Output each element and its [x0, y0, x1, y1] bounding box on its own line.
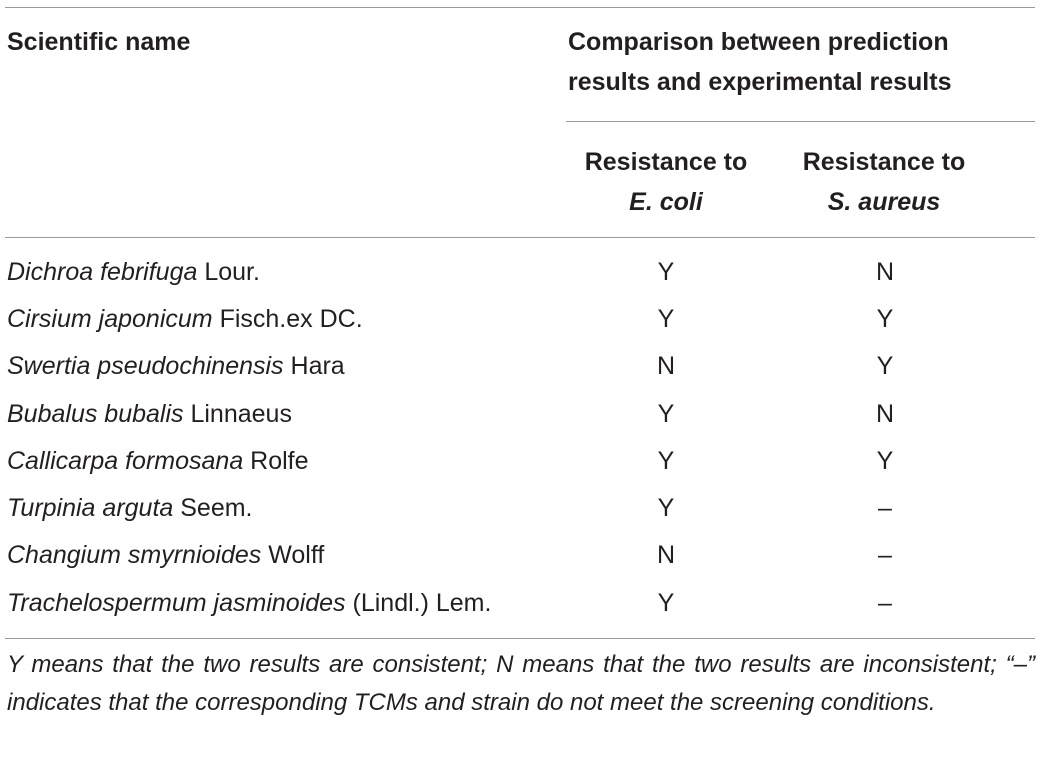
table-row	[0, 580, 1040, 627]
saureus-result-cell: –	[878, 541, 892, 569]
scientific-name-cell	[7, 391, 292, 438]
comparison-header-line2: results and experimental results	[568, 68, 952, 96]
table-top-rule	[5, 7, 1035, 8]
species-name: Dichroa febrifuga	[7, 258, 198, 286]
table-bottom-rule	[5, 638, 1035, 639]
scientific-name-cell	[7, 343, 345, 390]
table-row	[0, 532, 1040, 579]
column-group-rule	[566, 121, 1035, 122]
species-authority: Hara	[290, 352, 345, 380]
species-authority: Lour.	[204, 258, 260, 286]
scientific-name-cell	[7, 532, 324, 579]
species-name: Swertia pseudochinensis	[7, 352, 284, 380]
ecoli-result-cell: Y	[657, 589, 675, 617]
ecoli-result-cell: Y	[657, 494, 675, 522]
species-authority: Linnaeus	[190, 400, 292, 428]
column-group-header-comparison	[568, 22, 1038, 102]
column-header-scientific-name: Scientific name	[7, 28, 191, 56]
saureus-result-cell: Y	[876, 352, 894, 380]
scientific-name-cell	[7, 580, 491, 627]
species-name: Callicarpa formosana	[7, 447, 244, 475]
saureus-header-organism: S. aureus	[827, 188, 941, 216]
table-row	[0, 438, 1040, 485]
ecoli-header-line1: Resistance to	[584, 148, 748, 176]
species-name: Changium smyrnioides	[7, 541, 262, 569]
saureus-result-cell: Y	[876, 305, 894, 333]
scientific-name-cell	[7, 249, 260, 296]
table-row	[0, 485, 1040, 532]
species-authority: Rolfe	[250, 447, 309, 475]
species-authority: (Lindl.) Lem.	[352, 589, 492, 617]
ecoli-result-cell: Y	[657, 447, 675, 475]
saureus-result-cell: –	[878, 494, 892, 522]
saureus-result-cell: N	[875, 400, 895, 428]
saureus-header-line1: Resistance to	[802, 148, 966, 176]
scientific-name-cell	[7, 485, 253, 532]
species-name: Bubalus bubalis	[7, 400, 184, 428]
ecoli-result-cell: N	[656, 352, 676, 380]
ecoli-result-cell: N	[656, 541, 676, 569]
table-row	[0, 343, 1040, 390]
scientific-name-cell	[7, 438, 309, 485]
species-authority: Seem.	[180, 494, 253, 522]
column-header-saureus	[784, 142, 984, 222]
ecoli-result-cell: Y	[657, 400, 675, 428]
species-authority: Fisch.ex DC.	[219, 305, 363, 333]
saureus-result-cell: Y	[876, 447, 894, 475]
table-footnote: Y means that the two results are consistent; N means that the two results are inconsistent; “–” indicates that the corresponding TCMs and strain do not meet the screening conditions.	[7, 651, 1035, 716]
ecoli-header-organism: E. coli	[629, 188, 703, 216]
species-name: Turpinia arguta	[7, 494, 174, 522]
table-row	[0, 391, 1040, 438]
header-bottom-rule	[5, 237, 1035, 238]
column-header-ecoli	[566, 142, 766, 222]
saureus-result-cell: –	[878, 589, 892, 617]
scientific-name-cell	[7, 296, 363, 343]
species-name: Trachelospermum jasminoides	[7, 589, 346, 617]
saureus-result-cell: N	[875, 258, 895, 286]
table-row	[0, 249, 1040, 296]
comparison-header-line1: Comparison between prediction	[568, 28, 949, 56]
ecoli-result-cell: Y	[657, 258, 675, 286]
species-authority: Wolff	[268, 541, 325, 569]
ecoli-result-cell: Y	[657, 305, 675, 333]
species-name: Cirsium japonicum	[7, 305, 213, 333]
table-row	[0, 296, 1040, 343]
